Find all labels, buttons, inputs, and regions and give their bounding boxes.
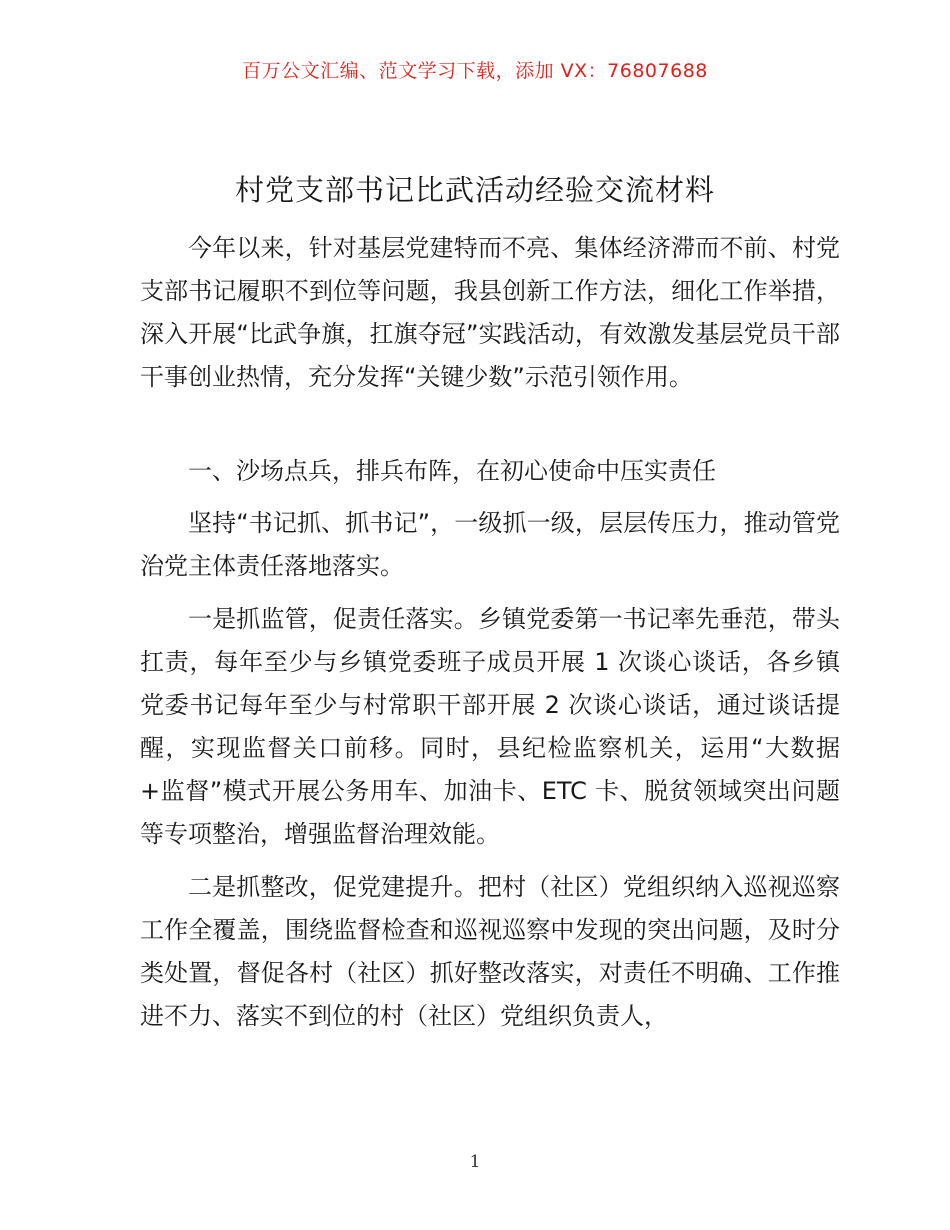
paragraph-section-1-summary: 坚持“书记抓、抓书记”，一级抓一级，层层传压力，推动管党治党主体责任落地落实。 bbox=[140, 509, 840, 580]
document-title: 村党支部书记比武活动经验交流材料 bbox=[234, 173, 715, 207]
paragraph-intro: 今年以来，针对基层党建特而不亮、集体经济滞而不前、村党支部书记履职不到位等问题，我县创新工作方法，细化工作举措，深入开展“比武争旗，扛旗夺冠”实践活动，有效激发基层党员干部干事创业热情，充分发挥“关键少数”示范引领作用。 bbox=[140, 234, 840, 391]
header-promo-note: 百万公文汇编、范文学习下载，添加 VX：76807688 bbox=[242, 60, 708, 82]
paragraph-rectification: 二是抓整改，促党建提升。把村（社区）党组织纳入巡视巡察工作全覆盖，围绕监督检查和巡视巡察中发现的突出问题，及时分类处置，督促各村（社区）抓好整改落实，对责任不明确、工作推进不力、落实不到位的村（社区）党组织负责人， bbox=[140, 873, 840, 1030]
section-heading-1: 一、沙场点兵，排兵布阵，在初心使命中压实责任 bbox=[188, 457, 716, 485]
page-number: 1 bbox=[469, 1152, 481, 1172]
paragraph-supervision: 一是抓监管，促责任落实。乡镇党委第一书记率先垂范，带头扛责，每年至少与乡镇党委班子成员开展 1 次谈心谈话，各乡镇党委书记每年至少与村常职干部开展 2 次谈心谈话，通过谈话提醒，实现监督关口前移。同时，县纪检监察机关，运用“大数据+监督”模式开展公务用车、加油卡、ETC 卡、脱贫领域突出问题等专项整治，增强监督治理效能。 bbox=[140, 605, 840, 848]
